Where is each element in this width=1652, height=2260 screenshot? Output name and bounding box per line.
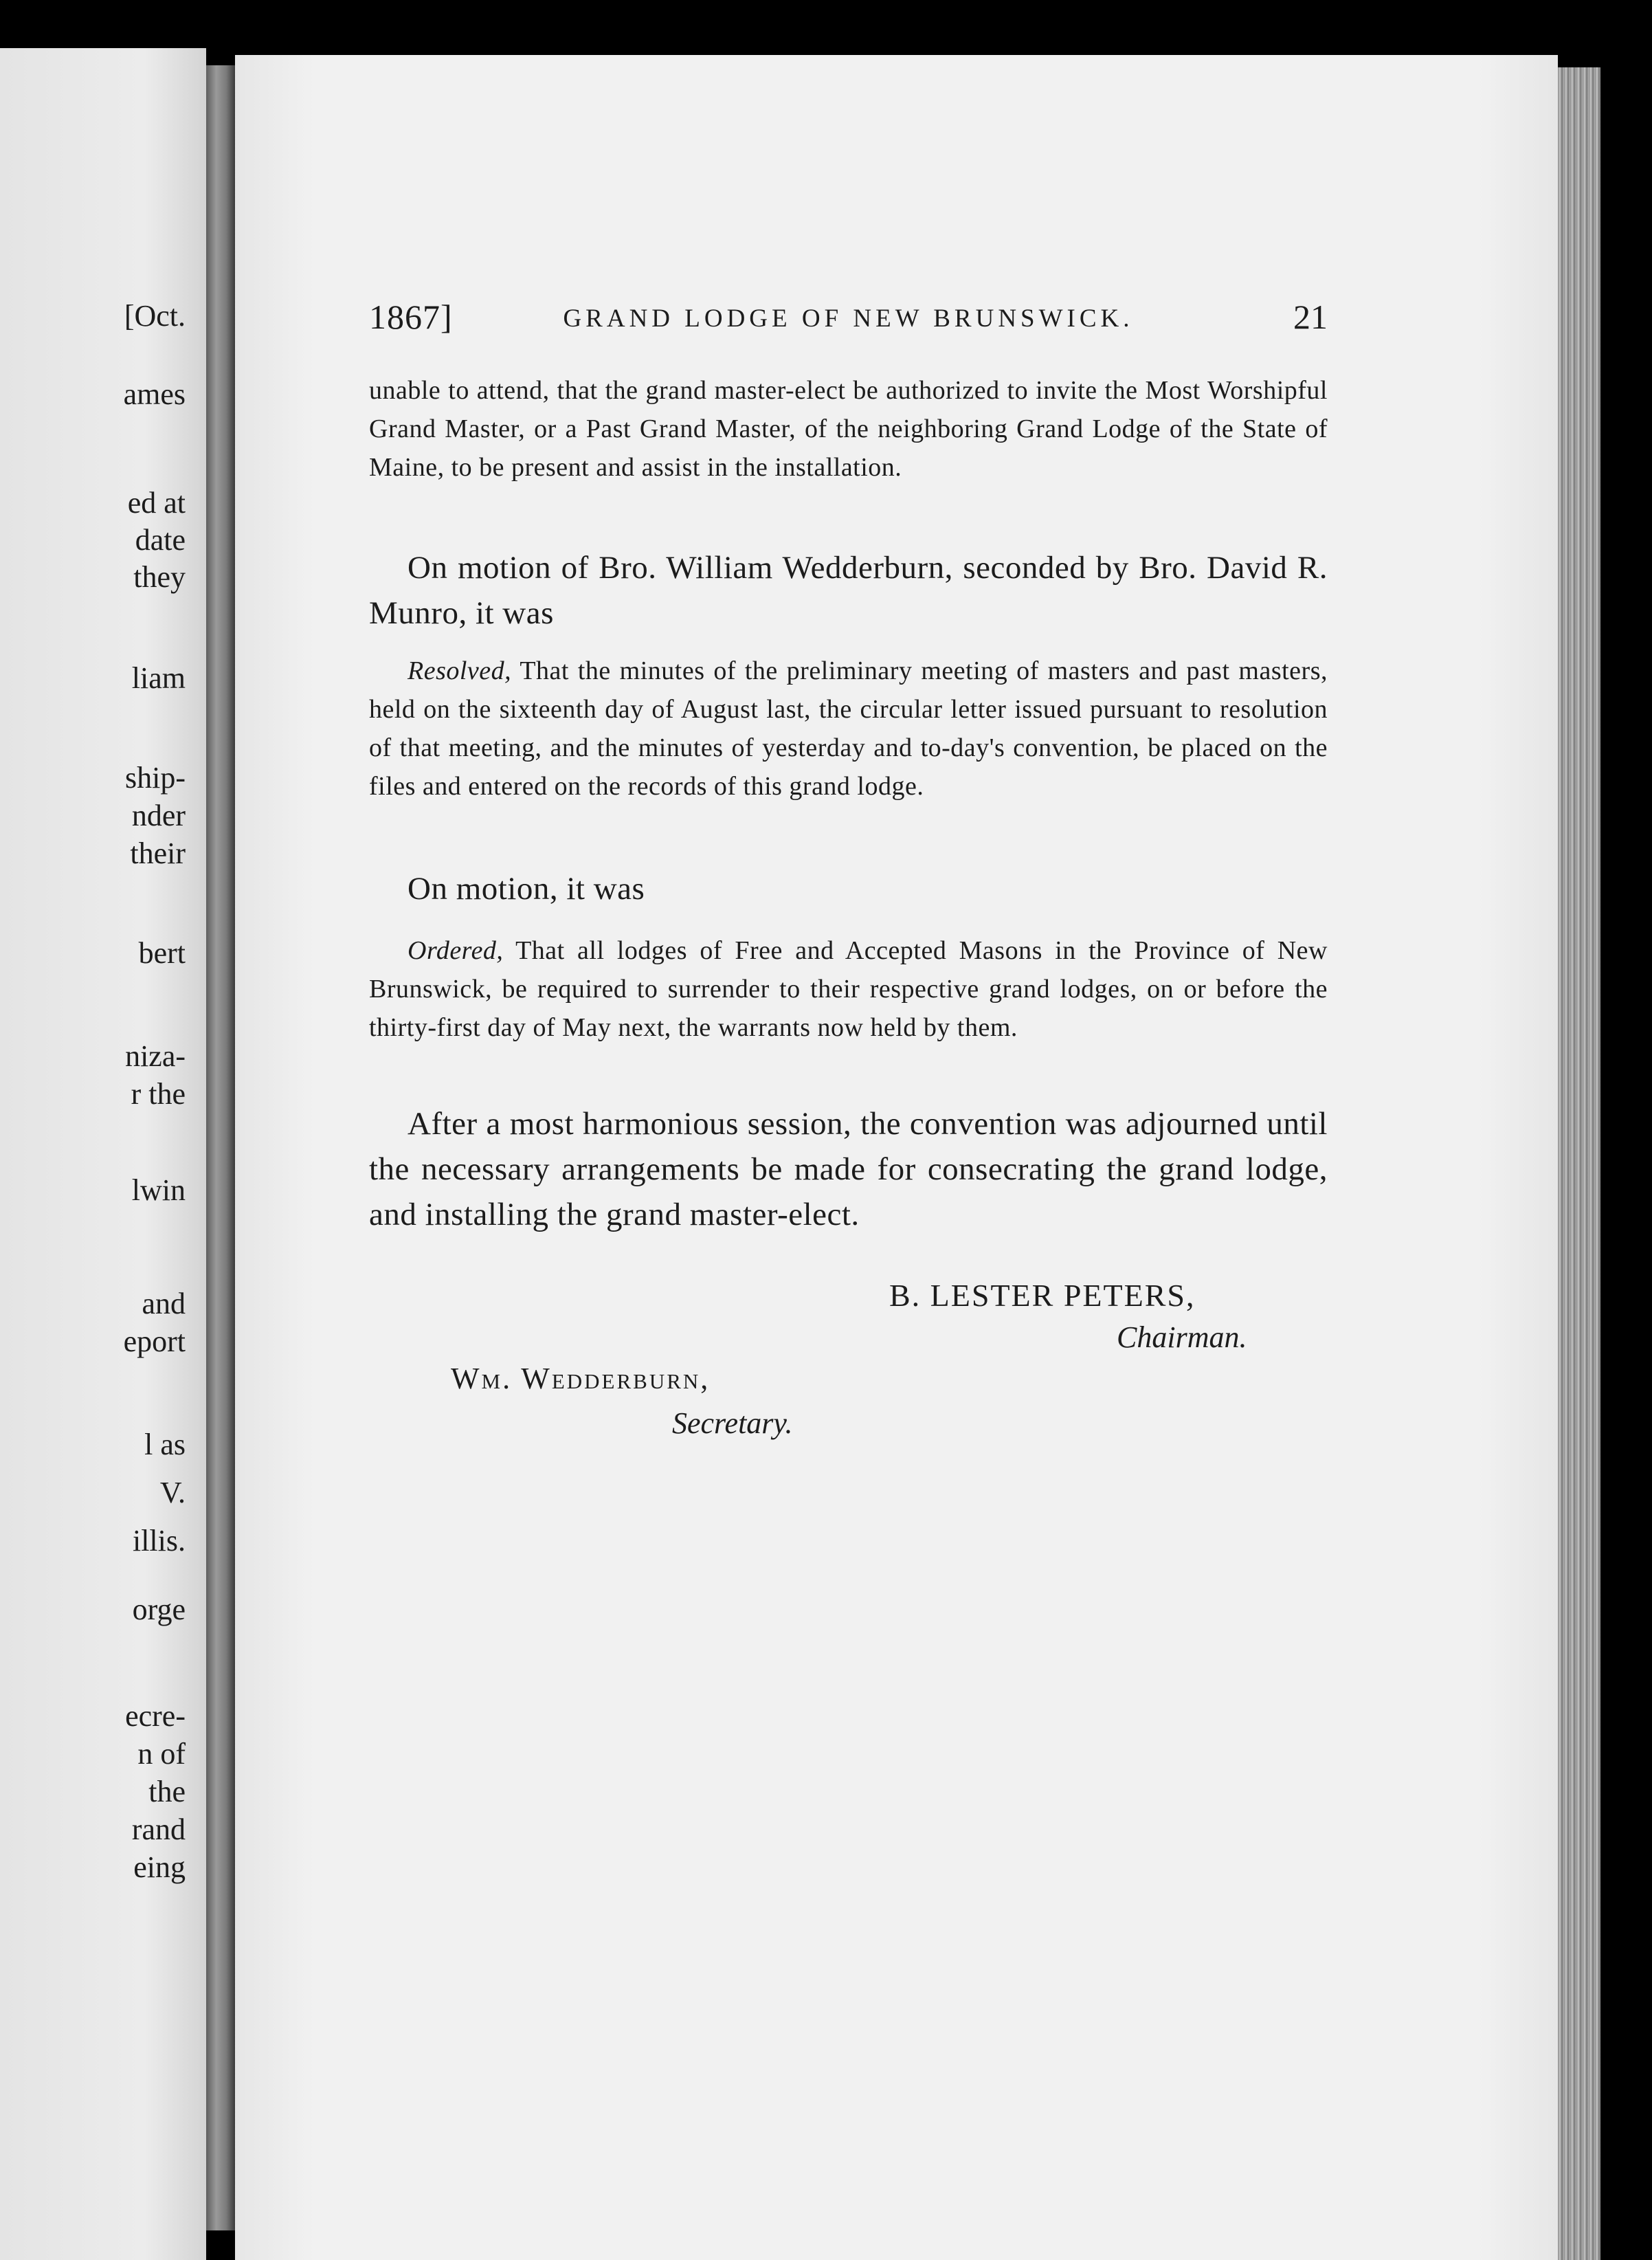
left-text-fragment: the [148, 1775, 186, 1808]
paragraph-installation: unable to attend, that the grand master-elect be authorized to invite the Most Worshipful Grand Master, or a Past Grand Master, of the neighboring Grand Lodge of the State of Maine, to be present and assist in the installation. [369, 376, 1328, 482]
left-text-fragment: date [135, 523, 186, 557]
paragraph-ordered [369, 931, 1328, 1047]
left-text-fragment: r the [131, 1077, 186, 1111]
left-text-fragment: nder [131, 799, 186, 832]
left-text-fragment: bert [138, 936, 186, 970]
left-text-fragment: ecre- [125, 1699, 186, 1733]
page-edges [1558, 67, 1600, 2260]
running-head [369, 297, 1328, 338]
left-text-fragment: orge [132, 1593, 186, 1626]
left-text-fragment: ship- [125, 761, 186, 795]
left-text-fragment: V. [159, 1476, 186, 1509]
paragraph-resolved [369, 652, 1328, 806]
left-text-fragment: liam [131, 661, 186, 695]
left-text-fragment: l as [144, 1428, 186, 1461]
left-text-fragment: niza- [125, 1039, 186, 1073]
chairman-name: B. LESTER PETERS, [889, 1278, 1196, 1313]
left-text-fragment: eing [133, 1850, 186, 1884]
left-page-fragment [0, 48, 206, 2260]
left-text-fragment: n of [137, 1737, 186, 1771]
left-text-fragment: lwin [131, 1173, 186, 1207]
left-text-fragment: and [142, 1287, 186, 1320]
resolved-lead: Resolved, [408, 656, 512, 685]
paragraph-motion-wedderburn: On motion of Bro. William Wedderburn, seconded by Bro. David R. Munro, it was [369, 550, 1328, 631]
page-number: 21 [1293, 298, 1328, 336]
left-text-fragment: [Oct. [124, 299, 186, 333]
left-text-fragment: ed at [127, 486, 186, 520]
secretary-title: Secretary. [672, 1406, 793, 1440]
ordered-text: That all lodges of Free and Accepted Masons in the Province of New Brunswick, be required to surrender to their respective grand lodges, on or before the thirty-first day of May next, the warrants now held by them. [369, 936, 1328, 1042]
book-gutter [206, 65, 235, 2230]
left-text-fragment: eport [123, 1325, 186, 1358]
paragraph-motion: On motion, it was [408, 871, 645, 907]
paragraph-adjourned: After a most harmonious session, the convention was adjourned until the necessary arrangements be made for consecrating the grand lodge, and installing the grand master-elect. [369, 1106, 1328, 1232]
left-text-fragment: ames [123, 377, 186, 411]
left-text-fragment: illis. [132, 1524, 186, 1558]
chairman-title: Chairman. [1117, 1320, 1247, 1354]
left-text-fragment: their [130, 837, 186, 870]
left-text-fragment: they [133, 560, 186, 594]
secretary-name: Wm. Wedderburn, [451, 1362, 711, 1395]
header-title: GRAND LODGE OF NEW BRUNSWICK. [563, 304, 1134, 333]
ordered-lead: Ordered, [408, 936, 504, 965]
resolved-text: That the minutes of the preliminary meeting of masters and past masters, held on the sixteenth day of August last, the circular letter issued pursuant to resolution of that meeting, and the minutes of yesterday and to-day's convention, be placed on the files and entered on the records of this grand lodge. [369, 656, 1328, 801]
left-text-fragment: rand [131, 1813, 186, 1846]
header-year: 1867] [369, 298, 453, 336]
